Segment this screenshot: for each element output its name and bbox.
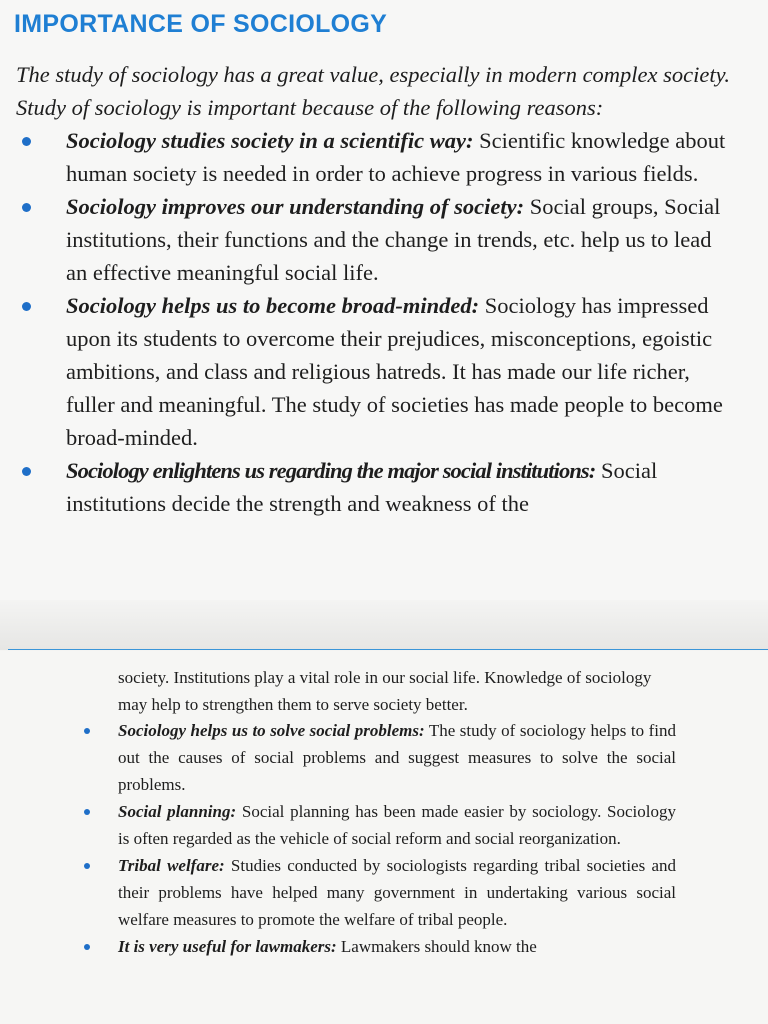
page-divider	[8, 649, 768, 650]
intro-paragraph: The study of sociology has a great value, especially in modern complex society. Study of sociology is important because of the following reasons:	[16, 62, 731, 120]
page-gap	[0, 600, 768, 650]
point-title: Tribal welfare:	[118, 856, 225, 875]
point-title: Sociology enlightens us regarding the major social institutions:	[66, 458, 596, 483]
list-item	[0, 717, 768, 798]
bullet-icon	[84, 728, 90, 734]
bullet-icon	[84, 944, 90, 950]
list-item	[0, 852, 768, 933]
list-item	[0, 289, 768, 454]
reasons-list-bottom	[0, 717, 768, 960]
point-title: It is very useful for lawmakers:	[118, 937, 337, 956]
list-item	[0, 454, 768, 520]
bullet-icon	[84, 809, 90, 815]
point-title: Sociology improves our understanding of society:	[66, 194, 525, 219]
point-text: The study of sociology helps to find out the causes of social problems and suggest measures to solve the social problems.	[118, 721, 676, 794]
reasons-list-top	[0, 124, 768, 520]
point-title: Sociology helps us to solve social problems:	[118, 721, 425, 740]
bullet-icon	[84, 863, 90, 869]
point-text: Sociology has impressed upon its students to overcome their prejudices, misconceptions, egoistic ambitions, and class and religious hatreds. It has made our life richer, fuller and meaningful. The study of societies has made people to become broad-minded.	[66, 293, 723, 450]
list-item	[0, 933, 768, 960]
point-text: Scientific knowledge about human society is needed in order to achieve progress in various fields.	[66, 128, 726, 186]
point-title: Social planning:	[118, 802, 237, 821]
bullet-icon	[22, 467, 31, 476]
bullet-icon	[22, 137, 31, 146]
list-item	[0, 798, 768, 852]
list-item	[0, 124, 768, 190]
point-text: Studies conducted by sociologists regarding tribal societies and their problems have helped many government in undertaking various social welfare measures to promote the welfare of tribal people.	[118, 856, 677, 929]
bullet-icon	[22, 302, 31, 311]
bullet-icon	[22, 203, 31, 212]
continuation-text: society. Institutions play a vital role in our social life. Knowledge of sociology may help to strengthen them to serve society better.	[118, 668, 652, 714]
point-text: Social planning has been made easier by sociology. Sociology is often regarded as the vehicle of social reform and social reorganization.	[118, 802, 676, 848]
list-item	[0, 190, 768, 289]
point-text: Social institutions decide the strength and weakness of the	[66, 458, 658, 516]
section-heading: IMPORTANCE OF SOCIOLOGY	[14, 10, 388, 38]
point-text: Social groups, Social institutions, their functions and the change in trends, etc. help us to lead an effective meaningful social life.	[66, 194, 721, 285]
point-text: Lawmakers should know the	[336, 937, 537, 956]
point-title: Sociology helps us to become broad-minded:	[66, 293, 480, 318]
point-title: Sociology studies society in a scientific way:	[66, 128, 474, 153]
